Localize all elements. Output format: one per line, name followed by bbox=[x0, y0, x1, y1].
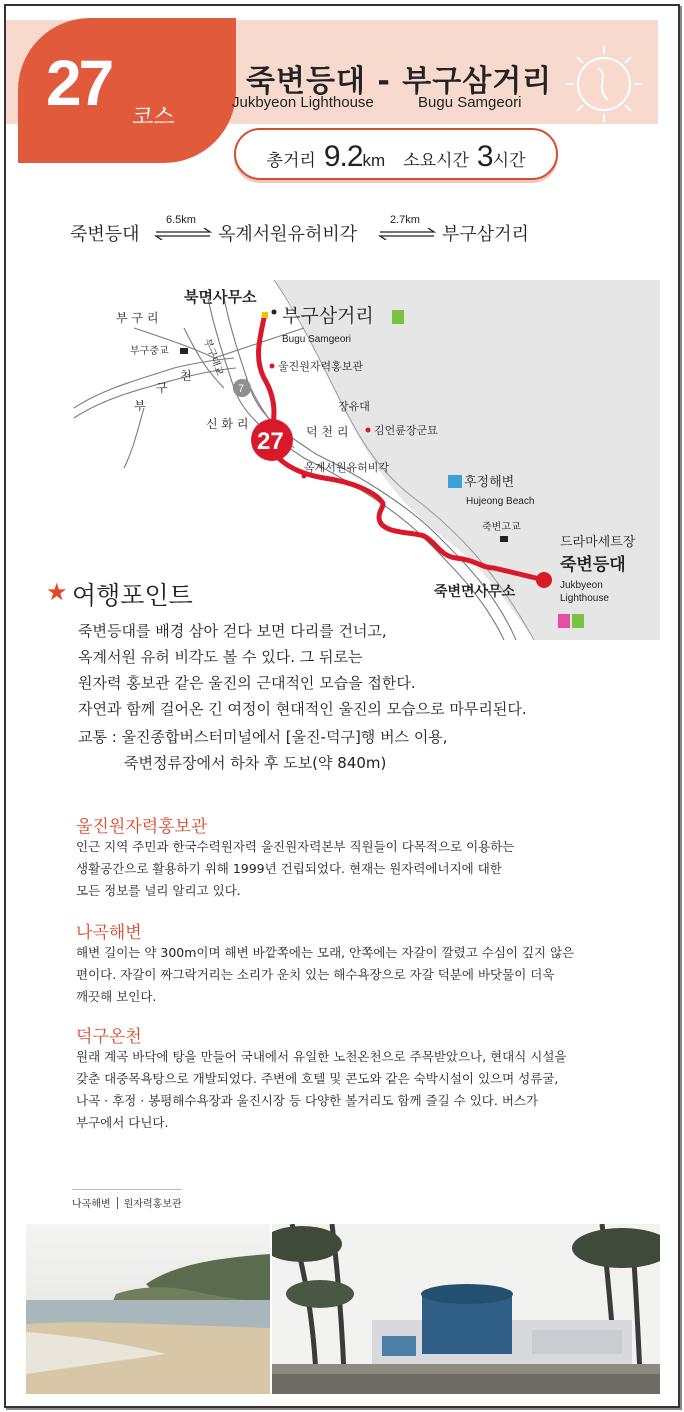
time-label: 소요시간 bbox=[403, 151, 469, 171]
section-line: 인근 지역 주민과 한국수력원자력 울진원자력본부 직원들이 다목적으로 이용하는 bbox=[76, 839, 515, 854]
route-stop-middle: 옥계서원유허비각 bbox=[218, 224, 358, 245]
place-label: 북면사무소 bbox=[184, 288, 257, 306]
travel-point-title: 여행포인트 bbox=[72, 581, 193, 610]
section-line: 생활공간으로 활용하기 위해 1999년 건립되었다. 현재는 원자력에너지에 대한 bbox=[76, 861, 502, 876]
place-label-en: Bugu Samgeori bbox=[282, 334, 351, 345]
place-label: 덕 천 리 bbox=[306, 425, 349, 439]
place-label: 구 bbox=[156, 381, 168, 395]
place-dot bbox=[272, 310, 277, 315]
course-title: 죽변등대 - 부구삼거리 bbox=[246, 64, 553, 99]
place-label: 장유대 bbox=[338, 400, 370, 413]
course-number: 27 bbox=[46, 47, 112, 119]
road bbox=[74, 358, 234, 408]
place-label: 천 bbox=[180, 369, 192, 383]
place-label: 부 구 리 bbox=[116, 311, 159, 325]
place-label: 죽변면사무소 bbox=[434, 584, 516, 600]
travel-point-line: 죽변등대를 배경 삼아 걷다 보면 다리를 건너고, bbox=[78, 622, 387, 640]
place-label: 울진원자력홍보관 bbox=[278, 360, 364, 373]
place-label: 부구대교 bbox=[201, 337, 225, 378]
bugu-samgeori-marker bbox=[262, 312, 268, 318]
toilet-icon bbox=[392, 310, 404, 324]
caption-divider bbox=[117, 1197, 118, 1209]
place-dot bbox=[270, 364, 275, 369]
section-body bbox=[76, 942, 656, 1008]
section-line: 부구에서 다닌다. bbox=[76, 1115, 169, 1130]
route-distance-1: 6.5km bbox=[166, 214, 196, 226]
section-line: 편이다. 자갈이 짜그락거리는 소리가 운치 있는 해수욕장으로 자갈 덕분에 바닷물이 더욱 bbox=[76, 967, 555, 982]
route-7-label: 7 bbox=[238, 383, 245, 395]
place-label: 부구삼거리 bbox=[282, 305, 374, 327]
section-line: 나곡 · 후정 · 봉평해수욕장과 울진시장 등 다양한 볼거리도 함께 즐길 수 있다. 버스가 bbox=[76, 1093, 539, 1108]
section-title: 덕구온천 bbox=[76, 1027, 142, 1047]
place-label: 신 화 리 bbox=[206, 417, 249, 431]
place-label-en: Jukbyeon bbox=[560, 580, 603, 591]
nuclear-pr-center-photo bbox=[272, 1224, 660, 1394]
page-frame bbox=[4, 4, 680, 1408]
road bbox=[124, 408, 144, 468]
place-label: 김언륜장군묘 bbox=[374, 424, 438, 437]
travel-point-line: 옥계서원 유허 비각도 볼 수 있다. 그 뒤로는 bbox=[78, 648, 363, 666]
section-body bbox=[76, 836, 656, 902]
travel-point-body bbox=[78, 618, 638, 722]
double-arrow-icon bbox=[154, 228, 212, 240]
section-title: 나곡해변 bbox=[76, 923, 142, 943]
transport-info bbox=[78, 724, 638, 776]
course-title-en-start: Jukbyeon Lighthouse bbox=[232, 94, 374, 111]
beach-icon bbox=[448, 475, 462, 488]
transport-line: 교통 : 울진종합버스터미널에서 [울진-덕구]행 버스 이용, bbox=[78, 728, 448, 746]
place-label: 죽변등대 bbox=[560, 555, 626, 575]
section-line: 해변 길이는 약 300m이며 해변 바깥쪽에는 모래, 안쪽에는 자갈이 깔렸고 수심이 깊지 않은 bbox=[76, 945, 575, 960]
double-arrow-icon bbox=[378, 228, 436, 240]
beach-photo bbox=[26, 1224, 270, 1394]
section-line: 갖춘 대중목욕탕으로 개발되었다. 주변에 호텔 및 콘도와 같은 숙박시설이 있으며 성류굴, bbox=[76, 1071, 559, 1086]
distance-unit: km bbox=[362, 151, 386, 170]
route-summary bbox=[6, 214, 658, 250]
distance-label: 총거리 bbox=[266, 151, 316, 171]
time-unit: 시간 bbox=[492, 151, 526, 171]
travel-point-line: 원자력 홍보관 같은 울진의 근대적인 모습을 접한다. bbox=[78, 674, 416, 692]
school-icon bbox=[500, 536, 508, 542]
lighthouse-dot bbox=[536, 572, 552, 588]
page-edge bbox=[660, 6, 676, 1408]
time-value: 3 bbox=[476, 140, 493, 173]
course-unit: 코스 bbox=[132, 105, 175, 130]
travel-point-line: 자연과 함께 걸어온 긴 여정이 현대적인 울진의 모습으로 마무리된다. bbox=[78, 700, 527, 718]
photo-captions bbox=[72, 1189, 182, 1211]
place-label: 옥계서원유허비각 bbox=[304, 461, 390, 474]
place-label: 드라마세트장 bbox=[560, 535, 636, 550]
star-icon: ★ bbox=[46, 578, 68, 606]
place-dot bbox=[366, 428, 371, 433]
distance-value: 9.2 bbox=[323, 140, 363, 173]
transport-line: 죽변정류장에서 하차 후 도보(약 840m) bbox=[124, 754, 387, 772]
route-stop-start: 죽변등대 bbox=[70, 224, 140, 245]
photo-caption: 원자력홍보관 bbox=[123, 1199, 182, 1210]
place-label-en: Lighthouse bbox=[560, 593, 609, 604]
section-title: 울진원자력홍보관 bbox=[76, 817, 208, 837]
route-stop-end: 부구삼거리 bbox=[442, 224, 529, 245]
place-label: 부 bbox=[134, 399, 146, 413]
school-icon bbox=[180, 348, 188, 354]
route-distance-2: 2.7km bbox=[390, 214, 420, 226]
course-title-en-end: Bugu Samgeori bbox=[418, 94, 522, 111]
photo-caption: 나곡해변 bbox=[72, 1199, 111, 1210]
place-label: 죽변고교 bbox=[482, 522, 521, 533]
place-dot bbox=[302, 474, 307, 479]
place-label-en: Hujeong Beach bbox=[466, 496, 535, 507]
section-line: 원래 계곡 바닥에 탕을 만들어 국내에서 유일한 노천온천으로 주목받았으나, 현대식 시설을 bbox=[76, 1049, 567, 1064]
place-label: 후정해변 bbox=[464, 475, 515, 490]
sun-decoration-icon bbox=[554, 38, 658, 158]
road bbox=[74, 368, 236, 418]
section-line: 모든 정보를 널리 알리고 있다. bbox=[76, 883, 241, 898]
place-label: 부구중교 bbox=[130, 346, 169, 357]
section-body bbox=[76, 1046, 656, 1134]
section-line: 깨끗해 보인다. bbox=[76, 989, 157, 1004]
course-stats bbox=[234, 128, 558, 180]
course-number-marker-label: 27 bbox=[257, 428, 284, 455]
